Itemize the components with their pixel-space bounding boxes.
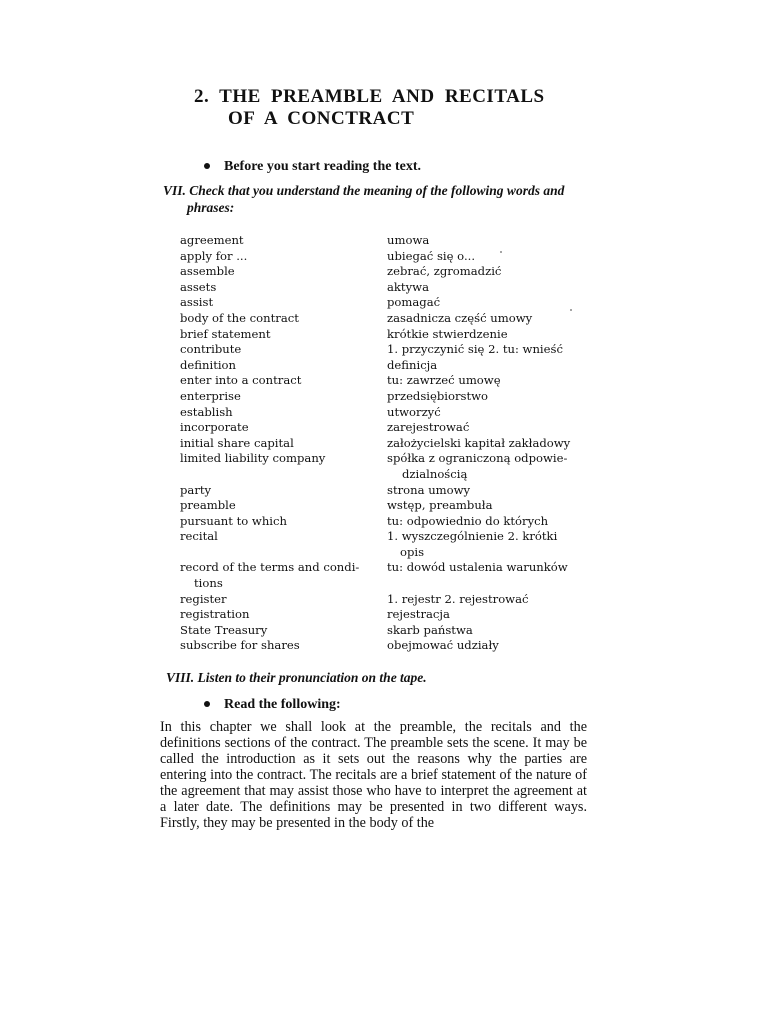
vocab-polish: strona umowy (387, 482, 471, 497)
chapter-heading-line1: 2. THE PREAMBLE AND RECITALS (194, 86, 545, 107)
vocab-english: assets (180, 279, 217, 294)
vocab-row (180, 233, 600, 249)
vocab-english: registration (180, 607, 250, 622)
vocab-english: incorporate (180, 420, 249, 435)
vocab-row (180, 420, 600, 436)
chapter-heading-line2: OF A CONCTRACT (228, 108, 415, 129)
vocab-polish-line2: dzialnością (402, 466, 468, 481)
vocab-row (180, 342, 600, 358)
vocab-polish: założycielski kapitał zakładowy (387, 435, 571, 450)
bullet-read-following-text: Read the following: (224, 697, 341, 712)
vocab-english: agreement (180, 233, 244, 247)
vocab-row (180, 514, 600, 530)
vocab-english: limited liability company (180, 451, 326, 466)
bullet-read-following (204, 697, 341, 713)
scan-speck (500, 251, 502, 253)
bullet-before-reading-text: Before you start reading the text. (224, 159, 421, 174)
vocab-row (180, 607, 600, 623)
vocab-english: body of the contract (180, 310, 299, 325)
vocab-polish: tu: odpowiednio do których (387, 513, 549, 528)
vocab-row (180, 264, 600, 280)
vocab-polish: tu: zawrzeć umowę (387, 373, 501, 388)
vocab-english: enter into a contract (180, 373, 302, 388)
vocab-row (180, 483, 600, 499)
vocab-english: assemble (180, 264, 235, 279)
vocab-polish: zarejestrować (387, 420, 470, 435)
vocab-polish: przedsiębiorstwo (387, 388, 489, 403)
vocab-english-line1: record of the terms and condi- (180, 560, 360, 575)
chapter-heading (194, 86, 545, 130)
vocab-row (180, 623, 600, 639)
vocab-english: brief statement (180, 326, 271, 341)
vocab-row (180, 592, 600, 608)
vocab-row (180, 373, 600, 389)
vocab-english: establish (180, 404, 233, 419)
vocab-row (180, 529, 600, 560)
vocab-row (180, 638, 600, 654)
vocab-polish: ubiegać się o... (387, 248, 476, 263)
vocab-row (180, 358, 600, 374)
vocab-row (180, 436, 600, 452)
vocab-polish: skarb państwa (387, 622, 473, 637)
vocab-polish: zebrać, zgromadzić (387, 264, 502, 279)
vocab-polish-line1: spółka z ograniczoną odpowie- (387, 451, 568, 466)
vocab-row (180, 311, 600, 327)
vocab-english: State Treasury (180, 622, 268, 637)
vocab-english: subscribe for shares (180, 638, 300, 653)
vocab-polish: utworzyć (387, 404, 441, 419)
vocab-english: apply for ... (180, 248, 248, 263)
exercise-viii-instruction: VIII. Listen to their pronunciation on the tape. (166, 670, 427, 685)
vocabulary-list (180, 233, 600, 654)
vocab-polish (387, 529, 587, 560)
vocab-row (180, 327, 600, 343)
vocab-english: pursuant to which (180, 513, 287, 528)
vocab-polish (387, 451, 587, 482)
vocab-row (180, 498, 600, 514)
vocab-english: enterprise (180, 388, 241, 403)
vocab-row (180, 389, 600, 405)
vocab-polish: tu: dowód ustalenia warunków (387, 560, 568, 575)
vocab-english: definition (180, 357, 237, 372)
vocab-row (180, 249, 600, 265)
vocab-english: preamble (180, 498, 236, 513)
vocab-polish: aktywa (387, 279, 429, 294)
vocab-polish: wstęp, preambuła (387, 498, 493, 513)
bullet-dot-icon (204, 701, 210, 707)
vocab-polish: krótkie stwierdzenie (387, 326, 508, 341)
vocab-polish: umowa (387, 233, 430, 247)
reading-paragraph: In this chapter we shall look at the preamble, the recitals and the definitions sections of the contract. The preamble sets the scene. It may be called the introduction as it sets out the reasons why the parties are entering into the contract. The recitals are a brief statement of the nature of the agreement that may assist those who have to interpret the agreement at a later date. The definitions may be presented in two different ways. Firstly, they may be presented in the body of the (160, 719, 587, 831)
exercise-vii-instruction (163, 182, 603, 216)
vocab-english-line2: tions (194, 576, 223, 591)
vocab-english: recital (180, 529, 218, 544)
vocab-polish: obejmować udziały (387, 638, 499, 653)
vocab-row (180, 560, 600, 591)
vocab-polish: 1. rejestr 2. rejestrować (387, 591, 529, 606)
bullet-dot-icon (204, 163, 210, 169)
exercise-vii-line1: VII. Check that you understand the meaning of the following words and (163, 183, 565, 198)
vocab-row (180, 295, 600, 311)
exercise-vii-line2: phrases: (187, 200, 235, 215)
scan-speck (570, 309, 572, 311)
vocab-polish: zasadnicza część umowy (387, 310, 533, 325)
vocab-row (180, 405, 600, 421)
vocab-polish-line1: 1. wyszczególnienie 2. krótki (387, 529, 558, 544)
vocab-english: contribute (180, 342, 242, 357)
vocab-row (180, 280, 600, 296)
vocab-polish: definicja (387, 357, 438, 372)
vocab-english: register (180, 591, 227, 606)
vocab-english: party (180, 482, 212, 497)
bullet-before-reading (204, 159, 421, 175)
vocab-english: assist (180, 295, 214, 310)
vocab-english: initial share capital (180, 435, 294, 450)
vocab-polish: pomagać (387, 295, 441, 310)
vocab-english (180, 560, 387, 591)
vocab-row (180, 451, 600, 482)
vocab-polish: 1. przyczynić się 2. tu: wnieść (387, 342, 563, 357)
vocab-polish: rejestracja (387, 607, 450, 622)
vocab-polish-line2: opis (400, 544, 425, 559)
